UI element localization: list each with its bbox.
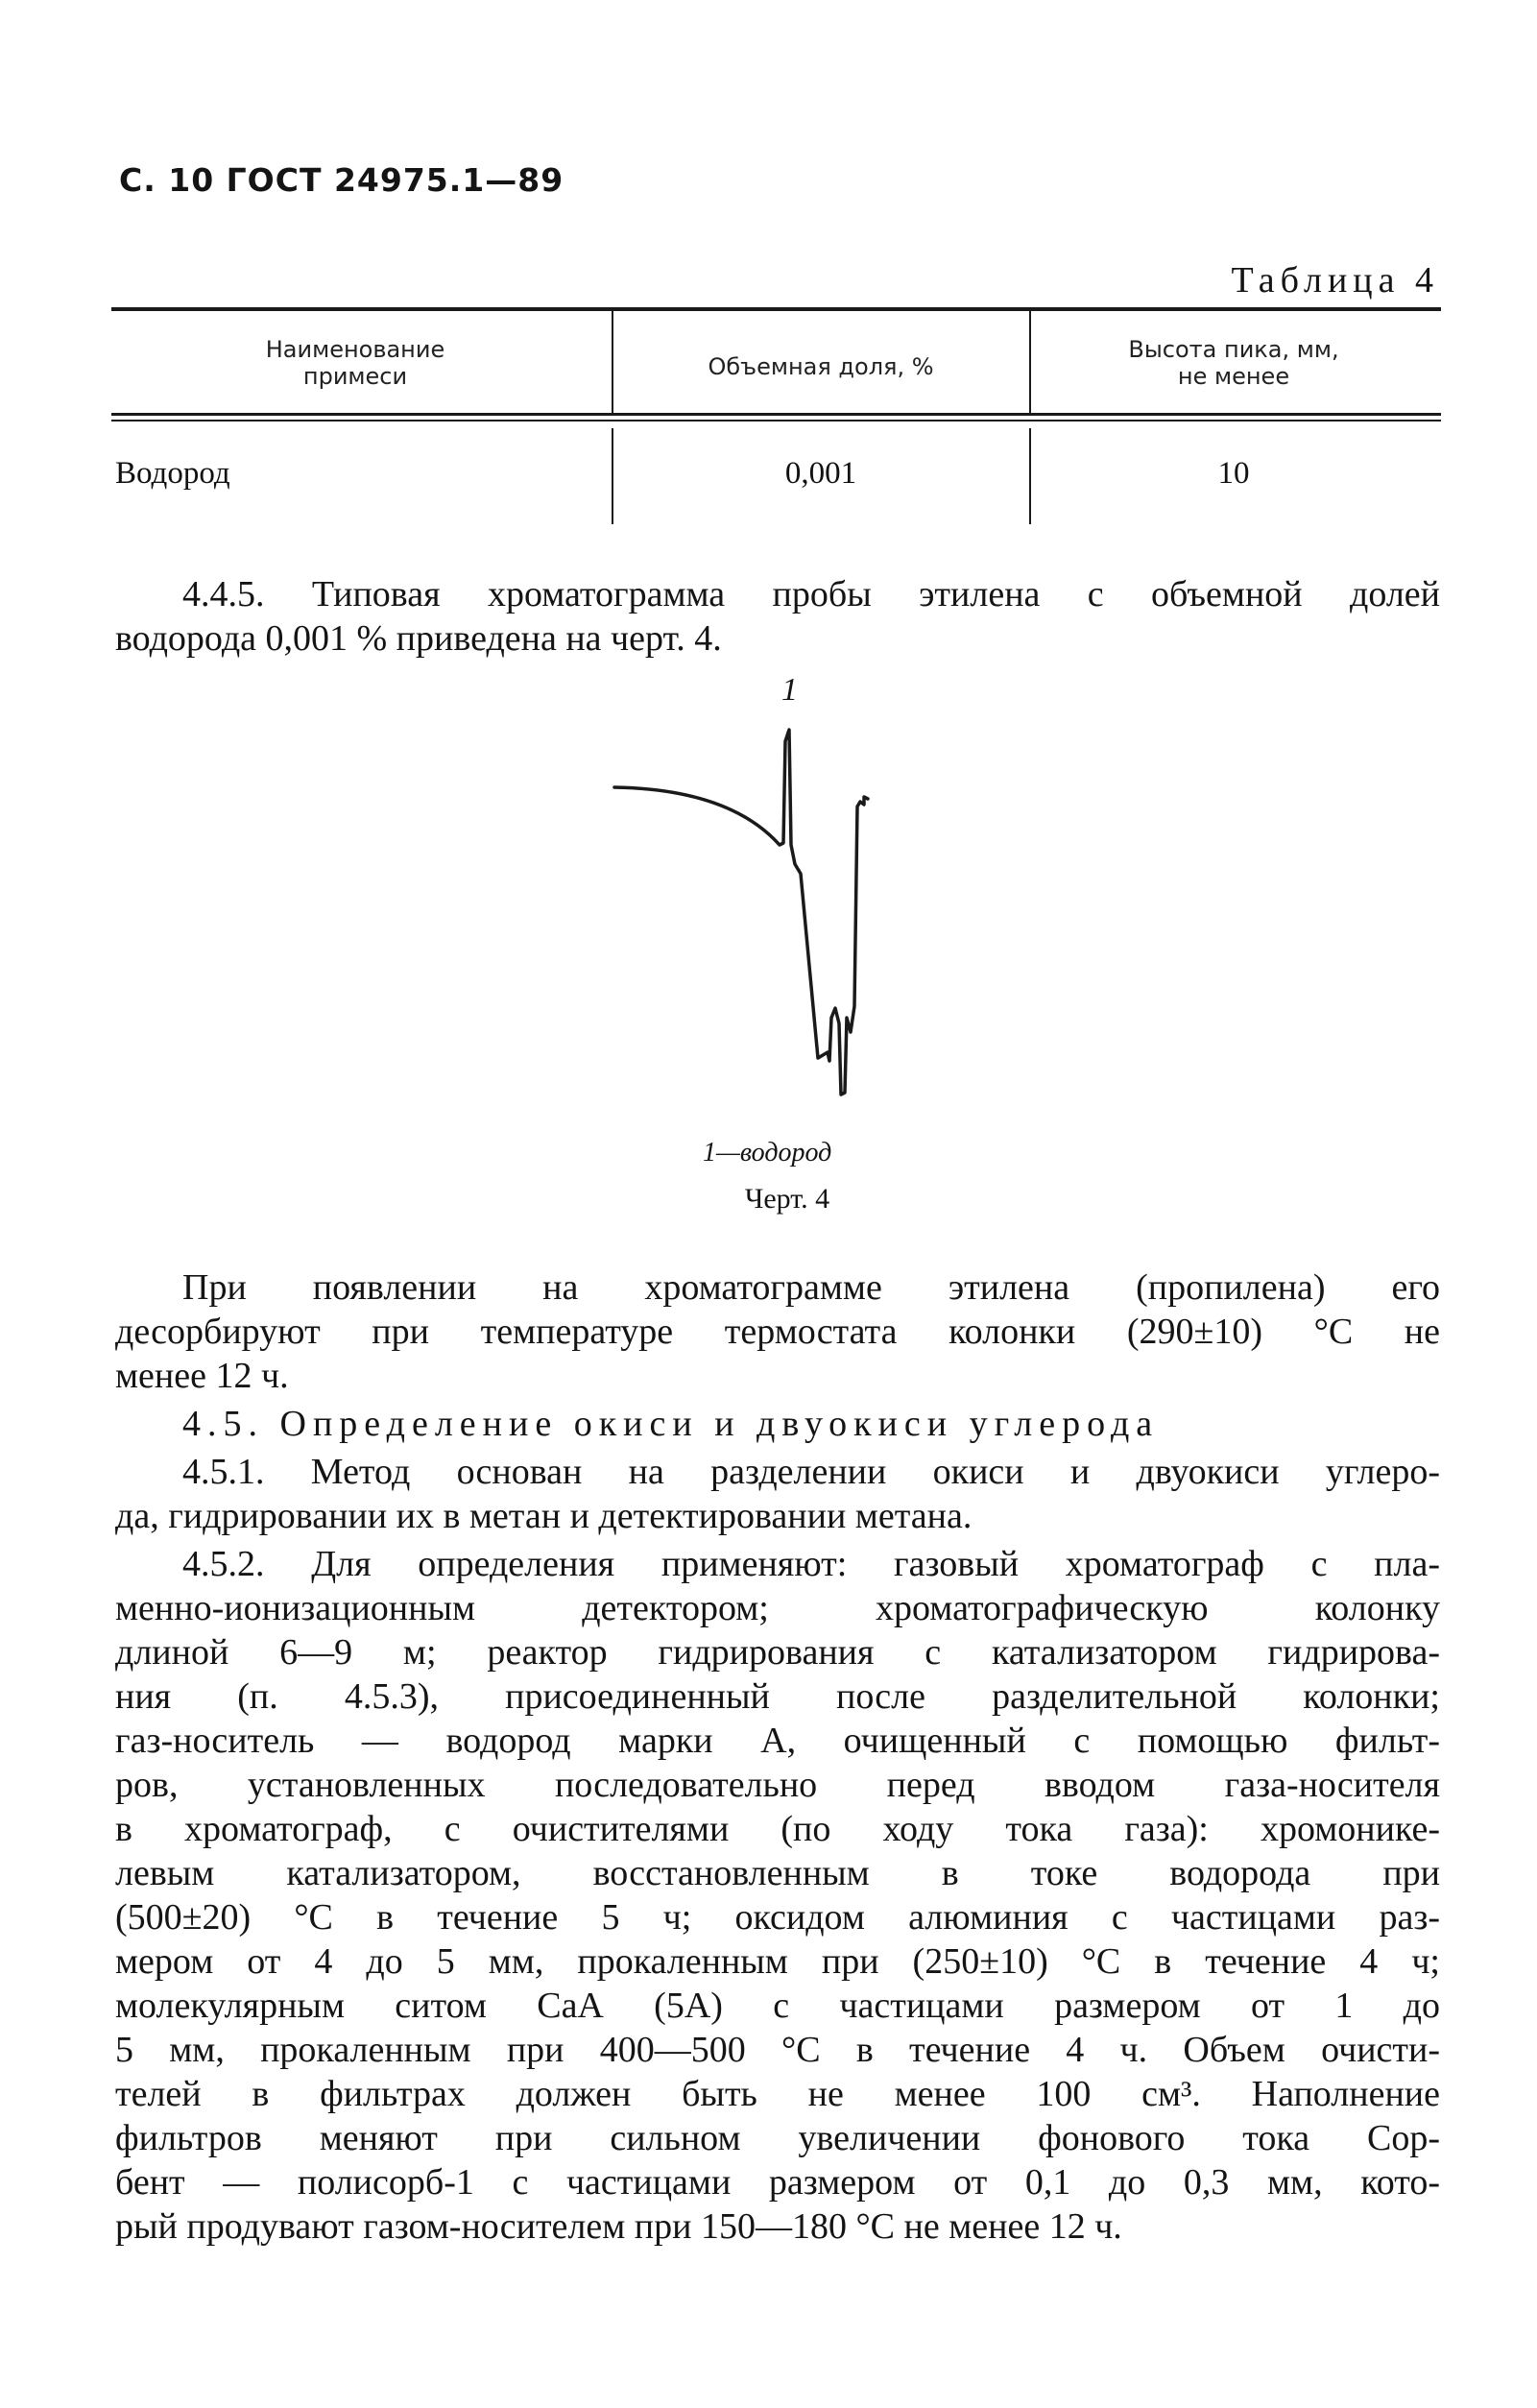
col-header-fraction: Объемная доля, %	[708, 353, 934, 380]
paragraph-4-5-2	[115, 1542, 1440, 2249]
table-vline-2b	[1029, 428, 1031, 524]
figure-legend	[703, 1138, 831, 1168]
paragraph-4-5-1	[115, 1450, 1440, 1538]
text-line: длиной 6—9 м; реактор гидрирования с катализатором гидрирова-	[115, 1632, 1440, 1673]
text-line: десорбируют при температуре термостата колонки (290±10) °С не	[115, 1312, 1440, 1352]
text-line: менно-ионизационным детектором; хроматографическую колонку	[115, 1588, 1440, 1628]
table-vline-2	[1029, 311, 1031, 413]
text-line: 4.4.5. Типовая хроматограмма пробы этилена с объемной долей	[182, 574, 1440, 614]
table-vline-1b	[612, 428, 613, 524]
text-line: молекулярным ситом СаА (5А) с частицами размером от 1 до	[115, 1986, 1440, 2026]
text-line: (500±20) °С в течение 5 ч; оксидом алюминия с частицами раз-	[115, 1897, 1440, 1938]
table-top-rule	[111, 307, 1441, 311]
table-header-rule	[111, 413, 1441, 416]
chromatogram-trace	[614, 730, 868, 1095]
text-line: рый продувают газом-носителем при 150—180 °С не менее 12 ч.	[115, 2206, 1122, 2247]
chromatogram	[595, 701, 922, 1104]
cell-impurity-name: Водород	[115, 456, 230, 491]
text-line: мером от 4 до 5 мм, прокаленным при (250±10) °С в течение 4 ч;	[115, 1941, 1440, 1982]
col-header-impurity: Наименование примеси	[265, 336, 445, 390]
text-line: телей в фильтрах должен быть не менее 100 см³. Наполнение	[115, 2074, 1440, 2114]
col-header-peak-height: Высота пика, мм, не менее	[1128, 336, 1339, 390]
text-line: менее 12 ч.	[115, 1356, 289, 1396]
page-header: С. 10 ГОСТ 24975.1—89	[119, 161, 564, 199]
text-line: левым катализатором, восстановленным в токе водорода при	[115, 1853, 1440, 1893]
text-line: 4.5.1. Метод основан на разделении окиси и двуокиси углеро-	[182, 1452, 1440, 1492]
cell-peak-height: 10	[1217, 456, 1250, 491]
text-line: ров, установленных последовательно перед вводом газа-носителя	[115, 1765, 1440, 1805]
text-line: 4.5.2. Для определения применяют: газовый хроматограф с пла-	[182, 1544, 1440, 1584]
text-line: фильтров меняют при сильном увеличении фонового тока Сор-	[115, 2118, 1440, 2158]
text-line: При появлении на хроматограмме этилена (пропилена) его	[182, 1267, 1440, 1308]
section-4-5	[115, 1402, 1440, 1446]
figure-peak-label: 1	[781, 672, 798, 708]
text-line: газ-носитель — водород марки А, очищенный с помощью фильт-	[115, 1721, 1440, 1761]
cell-fraction: 0,001	[784, 456, 857, 491]
text-line: 5 мм, прокаленным при 400—500 °С в течение 4 ч. Объем очисти-	[115, 2030, 1440, 2070]
section-title: 4.5. Определение окиси и двуокиси углерода	[182, 1404, 1160, 1444]
paragraph-4-4-5	[115, 572, 1440, 661]
table-vline-1	[612, 311, 613, 413]
text-line: бент — полисорб-1 с частицами размером от 0,1 до 0,3 мм, кото-	[115, 2162, 1440, 2203]
figure-legend-text: 1—водород	[703, 1138, 832, 1168]
figure-caption: Черт. 4	[744, 1183, 830, 1215]
table-caption: Таблица 4	[1231, 260, 1439, 301]
text-line: ния (п. 4.5.3), присоединенный после разделительной колонки;	[115, 1676, 1440, 1717]
text-line: водорода 0,001 % приведена на черт. 4.	[115, 618, 722, 659]
text-line: в хроматограф, с очистителями (по ходу тока газа): хромонике-	[115, 1809, 1440, 1849]
table-header-rule-double	[111, 420, 1441, 421]
text-line: да, гидрировании их в метан и детектировании метана.	[115, 1496, 973, 1536]
paragraph-desorption	[115, 1265, 1440, 1398]
